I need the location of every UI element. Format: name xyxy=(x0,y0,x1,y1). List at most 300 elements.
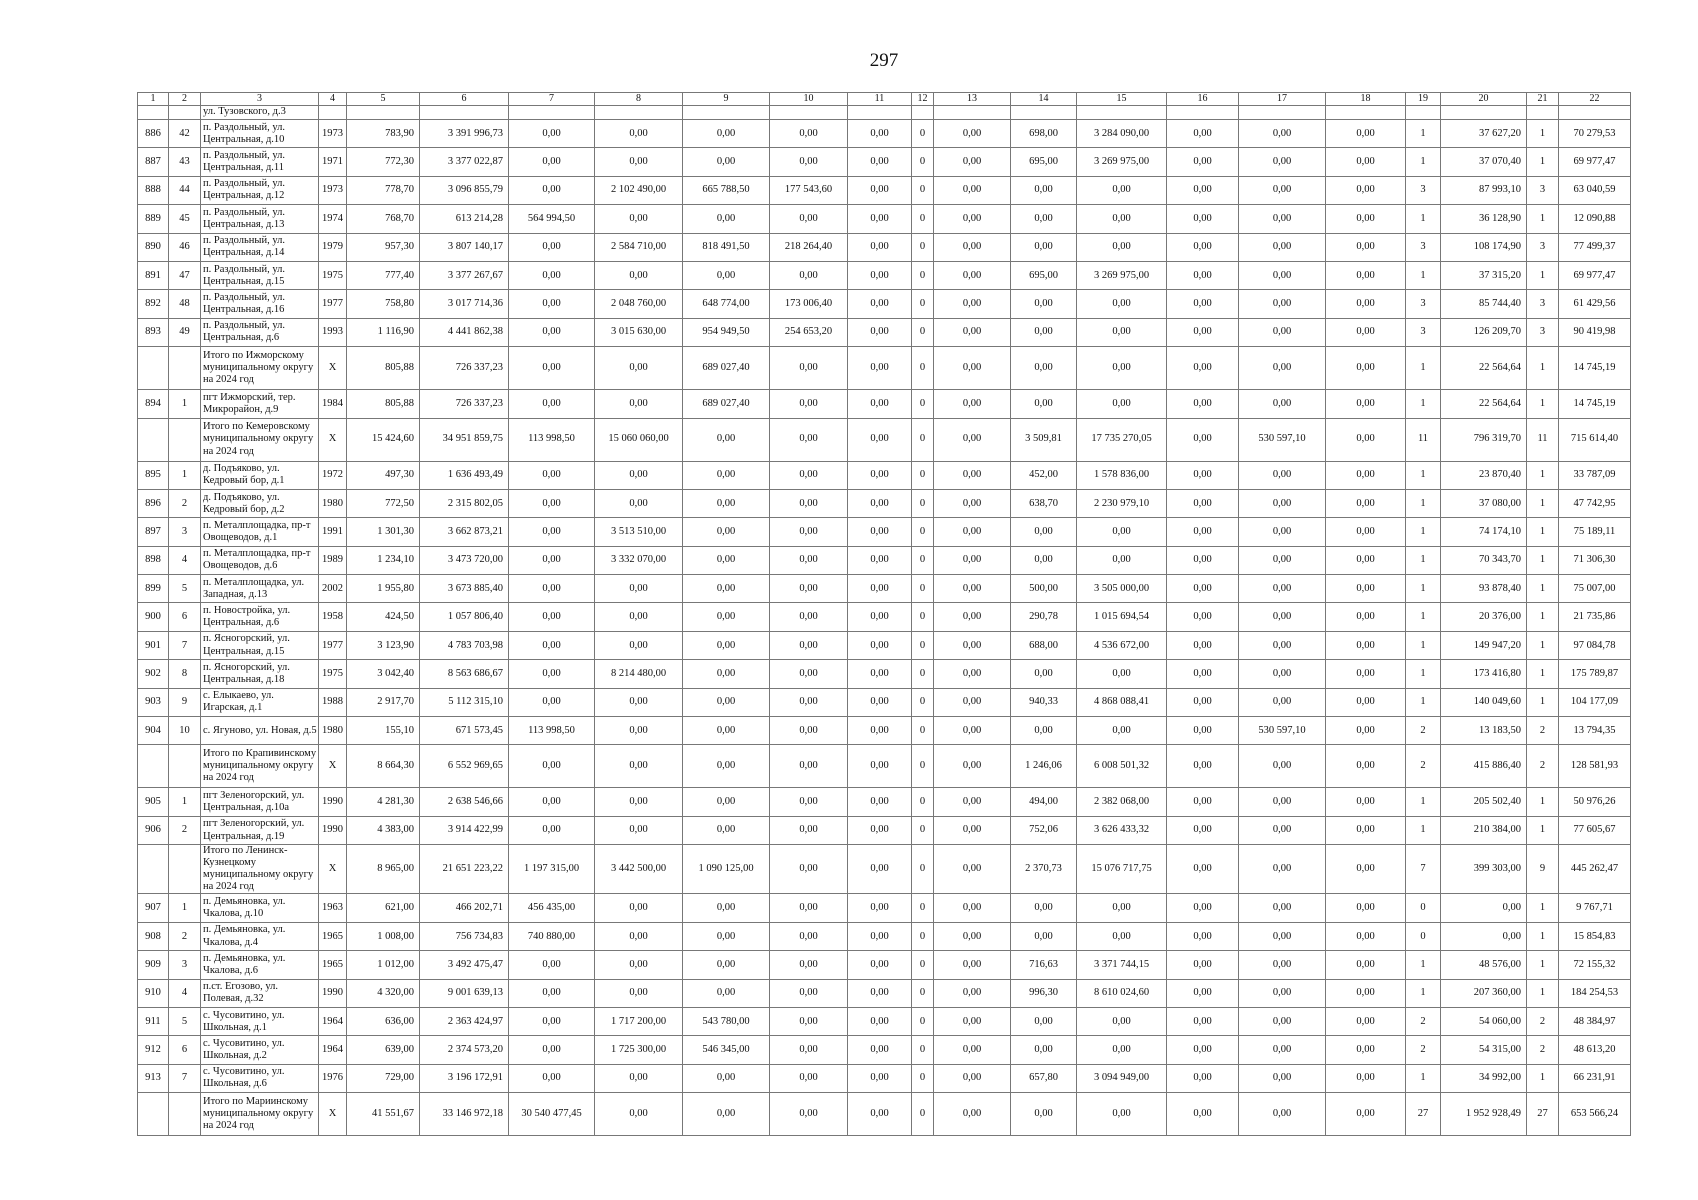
table-cell: 902 xyxy=(138,660,169,688)
table-row xyxy=(138,148,1631,176)
subtotal-cell: 0,00 xyxy=(595,1093,683,1136)
subtotal-cell: 0,00 xyxy=(770,347,848,390)
address-cell: д. Подъяково, ул. Кедровый бор, д.2 xyxy=(201,489,319,517)
table-cell: 3 xyxy=(1406,318,1441,346)
empty-cell xyxy=(169,1093,201,1136)
table-cell: 0,00 xyxy=(934,1008,1011,1036)
table-cell: 0,00 xyxy=(1167,176,1239,204)
table-cell: 0,00 xyxy=(595,148,683,176)
table-cell: 657,80 xyxy=(1011,1064,1077,1092)
table-cell: 648 774,00 xyxy=(683,290,770,318)
table-row xyxy=(138,489,1631,517)
table-cell: 0 xyxy=(912,979,934,1007)
table-cell: 897 xyxy=(138,518,169,546)
address-cell: с. Чусовитино, ул. Школьная, д.6 xyxy=(201,1064,319,1092)
table-cell: 1 955,80 xyxy=(347,575,420,603)
subtotal-cell: 41 551,67 xyxy=(347,1093,420,1136)
table-cell: 1 xyxy=(1406,951,1441,979)
table-cell: 689 027,40 xyxy=(683,390,770,418)
table-cell: 1 xyxy=(169,788,201,816)
table-cell: 0,00 xyxy=(1077,205,1167,233)
table-cell: 1980 xyxy=(319,489,347,517)
table-cell: 3 015 630,00 xyxy=(595,318,683,346)
table-cell: 0,00 xyxy=(683,120,770,148)
table-cell: 70 343,70 xyxy=(1441,546,1527,574)
table-cell: 9 767,71 xyxy=(1559,894,1631,922)
table-cell: 898 xyxy=(138,546,169,574)
table-cell: 3 371 744,15 xyxy=(1077,951,1167,979)
table-cell: 4 783 703,98 xyxy=(420,631,509,659)
subtotal-cell: 0,00 xyxy=(509,745,595,788)
empty-cell xyxy=(1326,106,1406,120)
table-cell: 48 384,97 xyxy=(1559,1008,1631,1036)
table-cell: 0 xyxy=(912,205,934,233)
table-cell: 70 279,53 xyxy=(1559,120,1631,148)
table-cell: 0,00 xyxy=(934,1036,1011,1064)
subtotal-cell: 11 xyxy=(1406,418,1441,461)
table-cell: 4 xyxy=(169,546,201,574)
subtotal-cell: 653 566,24 xyxy=(1559,1093,1631,1136)
subtotal-cell: 0,00 xyxy=(1326,845,1406,894)
table-cell: 0,00 xyxy=(1167,1064,1239,1092)
address-cell: п. Ясногорский, ул. Центральная, д.18 xyxy=(201,660,319,688)
subtotal-cell: 0,00 xyxy=(509,347,595,390)
table-cell: 0 xyxy=(912,390,934,418)
table-cell: 37 627,20 xyxy=(1441,120,1527,148)
column-number-1: 1 xyxy=(138,93,169,106)
column-number-7: 7 xyxy=(509,93,595,106)
table-cell: 0,00 xyxy=(1239,290,1326,318)
table-cell: 1 717 200,00 xyxy=(595,1008,683,1036)
table-cell: 0,00 xyxy=(1077,717,1167,745)
table-cell: 1976 xyxy=(319,1064,347,1092)
table-cell: 149 947,20 xyxy=(1441,631,1527,659)
table-cell: 0,00 xyxy=(1441,894,1527,922)
table-cell: 0,00 xyxy=(848,631,912,659)
table-cell: 1980 xyxy=(319,717,347,745)
table-cell: 3 513 510,00 xyxy=(595,518,683,546)
column-number-2: 2 xyxy=(169,93,201,106)
table-cell: 2 xyxy=(169,489,201,517)
table-cell: 8 xyxy=(169,660,201,688)
table-cell: 1 xyxy=(1527,603,1559,631)
table-cell: 500,00 xyxy=(1011,575,1077,603)
table-cell: 0 xyxy=(912,318,934,346)
table-cell: 5 xyxy=(169,575,201,603)
table-cell: 49 xyxy=(169,318,201,346)
table-cell: 0,00 xyxy=(595,788,683,816)
table-cell: 0,00 xyxy=(1326,660,1406,688)
table-cell: 887 xyxy=(138,148,169,176)
table-cell: 0 xyxy=(912,816,934,844)
subtotal-title: Итого по Ленинск-Кузнецкому муниципальному округу на 2024 год xyxy=(201,845,319,894)
table-cell: 1971 xyxy=(319,148,347,176)
empty-cell xyxy=(347,106,420,120)
column-number-20: 20 xyxy=(1441,93,1527,106)
empty-cell xyxy=(169,745,201,788)
column-number-18: 18 xyxy=(1326,93,1406,106)
table-cell: 0,00 xyxy=(509,1008,595,1036)
table-row xyxy=(138,233,1631,261)
table-cell: 90 419,98 xyxy=(1559,318,1631,346)
table-cell: 1964 xyxy=(319,1036,347,1064)
table-cell: 940,33 xyxy=(1011,688,1077,716)
table-cell: 0,00 xyxy=(934,717,1011,745)
table-cell: 0,00 xyxy=(848,951,912,979)
table-cell: 3 626 433,32 xyxy=(1077,816,1167,844)
table-cell: 0,00 xyxy=(934,603,1011,631)
subtotal-cell: 0,00 xyxy=(1326,418,1406,461)
table-cell: 3 xyxy=(1406,233,1441,261)
table-cell: 1991 xyxy=(319,518,347,546)
empty-cell xyxy=(1441,106,1527,120)
table-cell: 1 xyxy=(169,461,201,489)
table-cell: 0 xyxy=(912,1036,934,1064)
table-cell: 0,00 xyxy=(1167,979,1239,1007)
subtotal-cell: 0,00 xyxy=(770,845,848,894)
table-cell: 0,00 xyxy=(595,120,683,148)
table-cell: 698,00 xyxy=(1011,120,1077,148)
table-cell: 3 xyxy=(1527,318,1559,346)
table-row xyxy=(138,518,1631,546)
table-cell: 1 xyxy=(1406,631,1441,659)
table-cell: 3 391 996,73 xyxy=(420,120,509,148)
subtotal-cell: X xyxy=(319,347,347,390)
empty-cell xyxy=(595,106,683,120)
table-cell: 7 xyxy=(169,631,201,659)
table-cell: 140 049,60 xyxy=(1441,688,1527,716)
table-cell: 0,00 xyxy=(1239,205,1326,233)
table-cell: 1 xyxy=(1527,546,1559,574)
table-cell: 3 284 090,00 xyxy=(1077,120,1167,148)
table-cell: 7 xyxy=(169,1064,201,1092)
table-cell: 639,00 xyxy=(347,1036,420,1064)
table-cell: 0,00 xyxy=(509,816,595,844)
table-cell: 0,00 xyxy=(934,575,1011,603)
address-cell: п. Раздольный, ул. Центральная, д.13 xyxy=(201,205,319,233)
subtotal-cell: 34 951 859,75 xyxy=(420,418,509,461)
table-cell: 0,00 xyxy=(1326,1008,1406,1036)
table-cell: 0,00 xyxy=(683,546,770,574)
table-cell: 1965 xyxy=(319,951,347,979)
table-cell: 0,00 xyxy=(848,894,912,922)
table-cell: 894 xyxy=(138,390,169,418)
table-cell: 0,00 xyxy=(770,518,848,546)
table-cell: 0,00 xyxy=(509,176,595,204)
table-row xyxy=(138,461,1631,489)
column-number-14: 14 xyxy=(1011,93,1077,106)
table-cell: 36 128,90 xyxy=(1441,205,1527,233)
table-cell: 1 xyxy=(1527,261,1559,289)
table-cell: 0,00 xyxy=(934,951,1011,979)
table-cell: 0,00 xyxy=(1326,922,1406,950)
table-cell: 0,00 xyxy=(1077,894,1167,922)
table-cell: 546 345,00 xyxy=(683,1036,770,1064)
table-cell: 772,30 xyxy=(347,148,420,176)
table-cell: 1 xyxy=(1527,894,1559,922)
address-cell: д. Подъяково, ул. Кедровый бор, д.1 xyxy=(201,461,319,489)
table-cell: 0,00 xyxy=(770,1008,848,1036)
subtotal-cell: 0,00 xyxy=(1011,1093,1077,1136)
table-cell: 0,00 xyxy=(770,922,848,950)
table-cell: 1 xyxy=(1527,148,1559,176)
table-cell: 0,00 xyxy=(848,575,912,603)
table-cell: 716,63 xyxy=(1011,951,1077,979)
subtotal-cell: X xyxy=(319,418,347,461)
subtotal-cell: 0,00 xyxy=(1326,1093,1406,1136)
table-cell: 0 xyxy=(912,660,934,688)
table-cell: 497,30 xyxy=(347,461,420,489)
table-cell: 2 374 573,20 xyxy=(420,1036,509,1064)
table-cell: 1 301,30 xyxy=(347,518,420,546)
table-cell: 0,00 xyxy=(934,518,1011,546)
table-cell: 0,00 xyxy=(1011,922,1077,950)
column-number-10: 10 xyxy=(770,93,848,106)
table-cell: 2 230 979,10 xyxy=(1077,489,1167,517)
table-cell: 1979 xyxy=(319,233,347,261)
table-cell: 0,00 xyxy=(509,461,595,489)
subtotal-cell: 0,00 xyxy=(1167,745,1239,788)
table-row xyxy=(138,816,1631,844)
table-cell: 173 006,40 xyxy=(770,290,848,318)
table-cell: 9 001 639,13 xyxy=(420,979,509,1007)
table-cell: 0,00 xyxy=(595,390,683,418)
table-cell: 0,00 xyxy=(1326,518,1406,546)
table-cell: 0,00 xyxy=(1239,922,1326,950)
table-cell: 1958 xyxy=(319,603,347,631)
table-cell: 0 xyxy=(912,1008,934,1036)
table-cell: 0,00 xyxy=(1011,717,1077,745)
table-cell: 1963 xyxy=(319,894,347,922)
table-cell: 3 xyxy=(1527,233,1559,261)
table-cell: 1 xyxy=(1527,205,1559,233)
subtotal-title: Итого по Крапивинскому муниципальному округу на 2024 год xyxy=(201,745,319,788)
table-cell: 886 xyxy=(138,120,169,148)
table-cell: 0,00 xyxy=(509,233,595,261)
table-cell: 893 xyxy=(138,318,169,346)
subtotal-cell: 6 008 501,32 xyxy=(1077,745,1167,788)
table-cell: 3 xyxy=(1406,176,1441,204)
subtotal-cell: 9 xyxy=(1527,845,1559,894)
table-cell: 638,70 xyxy=(1011,489,1077,517)
table-cell: 636,00 xyxy=(347,1008,420,1036)
table-cell: 0 xyxy=(1406,894,1441,922)
table-cell: 0,00 xyxy=(934,546,1011,574)
table-cell: 890 xyxy=(138,233,169,261)
subtotal-cell: 1 090 125,00 xyxy=(683,845,770,894)
table-cell: 47 742,95 xyxy=(1559,489,1631,517)
table-cell: 0,00 xyxy=(1011,390,1077,418)
table-cell: 0,00 xyxy=(770,575,848,603)
address-cell: п. Раздольный, ул. Центральная, д.6 xyxy=(201,318,319,346)
subtotal-cell: 1 197 315,00 xyxy=(509,845,595,894)
table-cell: 3 473 720,00 xyxy=(420,546,509,574)
address-cell: пгт Зеленогорский, ул. Центральная, д.19 xyxy=(201,816,319,844)
column-number-4: 4 xyxy=(319,93,347,106)
empty-cell xyxy=(1559,106,1631,120)
table-cell: 3 017 714,36 xyxy=(420,290,509,318)
empty-cell xyxy=(138,418,169,461)
table-cell: 910 xyxy=(138,979,169,1007)
table-cell: 1964 xyxy=(319,1008,347,1036)
table-cell: 0,00 xyxy=(848,461,912,489)
table-cell: 1 xyxy=(1527,575,1559,603)
table-cell: 0,00 xyxy=(683,922,770,950)
table-row xyxy=(138,120,1631,148)
table-cell: 1 234,10 xyxy=(347,546,420,574)
table-cell: 77 499,37 xyxy=(1559,233,1631,261)
table-cell: 8 610 024,60 xyxy=(1077,979,1167,1007)
table-cell: 0 xyxy=(1406,922,1441,950)
table-cell: 0,00 xyxy=(1167,894,1239,922)
table-cell: 5 112 315,10 xyxy=(420,688,509,716)
column-number-16: 16 xyxy=(1167,93,1239,106)
table-cell: 1988 xyxy=(319,688,347,716)
subtotal-cell: 0,00 xyxy=(848,418,912,461)
table-cell: 0,00 xyxy=(770,894,848,922)
table-cell: 0,00 xyxy=(1011,205,1077,233)
subtotal-cell: 0,00 xyxy=(1167,418,1239,461)
table-cell: 0,00 xyxy=(1011,518,1077,546)
table-row xyxy=(138,788,1631,816)
table-cell: 23 870,40 xyxy=(1441,461,1527,489)
table-cell: 0,00 xyxy=(1441,922,1527,950)
table-cell: 0,00 xyxy=(1167,120,1239,148)
subtotal-cell: 1 246,06 xyxy=(1011,745,1077,788)
table-cell: 0,00 xyxy=(683,894,770,922)
table-cell: 1 xyxy=(1527,922,1559,950)
table-cell: 3 042,40 xyxy=(347,660,420,688)
table-cell: 0,00 xyxy=(509,148,595,176)
subtotal-cell: 1 952 928,49 xyxy=(1441,1093,1527,1136)
table-row xyxy=(138,1008,1631,1036)
table-cell: 42 xyxy=(169,120,201,148)
table-cell: 175 789,87 xyxy=(1559,660,1631,688)
table-cell: 0,00 xyxy=(683,1064,770,1092)
table-cell: 69 977,47 xyxy=(1559,261,1631,289)
table-cell: 0,00 xyxy=(1011,660,1077,688)
subtotal-cell: 0,00 xyxy=(683,745,770,788)
table-cell: 0,00 xyxy=(1239,788,1326,816)
subtotal-cell: 0,00 xyxy=(1077,347,1167,390)
table-cell: 69 977,47 xyxy=(1559,148,1631,176)
address-cell: п. Металплощадка, пр-т Овощеводов, д.1 xyxy=(201,518,319,546)
table-cell: 1977 xyxy=(319,290,347,318)
empty-cell xyxy=(509,106,595,120)
table-cell: 3 269 975,00 xyxy=(1077,261,1167,289)
table-cell: 907 xyxy=(138,894,169,922)
table-cell: 0,00 xyxy=(1011,1036,1077,1064)
table-cell: 0,00 xyxy=(683,461,770,489)
table-cell: 0,00 xyxy=(1077,290,1167,318)
table-cell: 0,00 xyxy=(770,660,848,688)
table-cell: 66 231,91 xyxy=(1559,1064,1631,1092)
table-cell: 2 048 760,00 xyxy=(595,290,683,318)
table-cell: 1 xyxy=(169,894,201,922)
table-cell: 2 xyxy=(1406,1036,1441,1064)
subtotal-cell: 0,00 xyxy=(770,1093,848,1136)
table-cell: 0,00 xyxy=(934,1064,1011,1092)
table-cell: 0,00 xyxy=(509,489,595,517)
table-cell: 900 xyxy=(138,603,169,631)
table-cell: 0,00 xyxy=(1167,631,1239,659)
table-cell: 63 040,59 xyxy=(1559,176,1631,204)
column-number-8: 8 xyxy=(595,93,683,106)
subtotal-cell: 0,00 xyxy=(595,347,683,390)
table-cell: 466 202,71 xyxy=(420,894,509,922)
address-cell: пгт Зеленогорский, ул. Центральная, д.10а xyxy=(201,788,319,816)
table-cell: 0,00 xyxy=(934,233,1011,261)
table-cell: 0,00 xyxy=(1326,894,1406,922)
subtotal-cell: 0,00 xyxy=(1239,1093,1326,1136)
table-cell: 0,00 xyxy=(770,717,848,745)
table-cell: 0 xyxy=(912,148,934,176)
table-cell: 10 xyxy=(169,717,201,745)
table-cell: 0,00 xyxy=(848,717,912,745)
table-cell: 0 xyxy=(912,461,934,489)
table-cell: 778,70 xyxy=(347,176,420,204)
table-cell: 1 xyxy=(1527,1064,1559,1092)
table-cell: 1 xyxy=(1527,788,1559,816)
table-cell: 756 734,83 xyxy=(420,922,509,950)
table-cell: 4 xyxy=(169,979,201,1007)
table-cell: 13 794,35 xyxy=(1559,717,1631,745)
table-cell: 0,00 xyxy=(1326,489,1406,517)
table-cell: 0,00 xyxy=(1011,233,1077,261)
table-cell: 0,00 xyxy=(1011,176,1077,204)
empty-cell xyxy=(319,106,347,120)
table-cell: 1 xyxy=(1406,1064,1441,1092)
table-cell: 15 854,83 xyxy=(1559,922,1631,950)
table-cell: 0,00 xyxy=(770,148,848,176)
table-cell: 0,00 xyxy=(1239,148,1326,176)
table-cell: 3 096 855,79 xyxy=(420,176,509,204)
table-cell: 0,00 xyxy=(848,660,912,688)
subtotal-title: Итого по Ижморскому муниципальному округу на 2024 год xyxy=(201,347,319,390)
table-cell: 0,00 xyxy=(683,603,770,631)
table-cell: 0,00 xyxy=(683,816,770,844)
table-row xyxy=(138,631,1631,659)
table-cell: 45 xyxy=(169,205,201,233)
table-cell: 0,00 xyxy=(509,318,595,346)
table-cell: 8 214 480,00 xyxy=(595,660,683,688)
table-cell: 0,00 xyxy=(1326,631,1406,659)
empty-cell xyxy=(138,1093,169,1136)
table-cell: 424,50 xyxy=(347,603,420,631)
table-cell: 0,00 xyxy=(770,546,848,574)
address-cell: с. Елыкаево, ул. Игарская, д.1 xyxy=(201,688,319,716)
table-cell: 1 xyxy=(1406,688,1441,716)
table-cell: 0 xyxy=(912,1064,934,1092)
table-cell: 9 xyxy=(169,688,201,716)
table-cell: 0 xyxy=(912,717,934,745)
table-cell: 3 492 475,47 xyxy=(420,951,509,979)
table-cell: 0,00 xyxy=(595,261,683,289)
address-cell: п. Демьяновка, ул. Чкалова, д.6 xyxy=(201,951,319,979)
table-cell: 126 209,70 xyxy=(1441,318,1527,346)
subtotal-row xyxy=(138,347,1631,390)
table-cell: 3 123,90 xyxy=(347,631,420,659)
column-number-6: 6 xyxy=(420,93,509,106)
table-row xyxy=(138,1064,1631,1092)
table-cell: 0,00 xyxy=(1326,603,1406,631)
table-cell: 613 214,28 xyxy=(420,205,509,233)
table-cell: 77 605,67 xyxy=(1559,816,1631,844)
table-cell: 0,00 xyxy=(1239,518,1326,546)
table-cell: 44 xyxy=(169,176,201,204)
subtotal-cell: 21 651 223,22 xyxy=(420,845,509,894)
table-cell: 452,00 xyxy=(1011,461,1077,489)
